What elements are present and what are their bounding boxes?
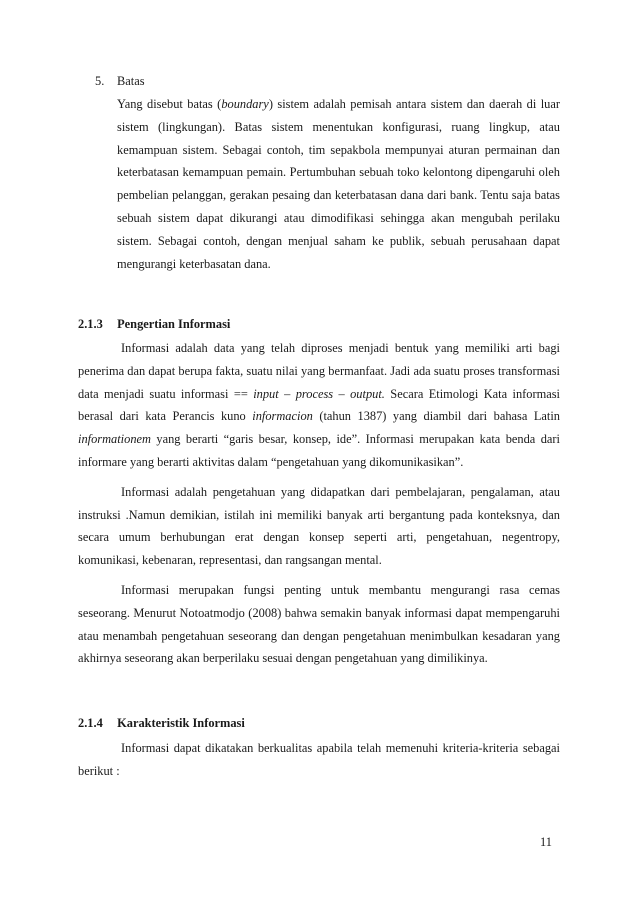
list-item-number: 5. xyxy=(95,74,105,88)
paragraph: Informasi adalah data yang telah diproses menjadi bentuk yang memiliki arti bagi penerima dan dapat berupa fakta, suatu nilai yang bermanfaat. Jadi ada suatu proses transformasi data menjadi suatu informasi == input – process – output. Secara Etimologi Kata informasi berasal dari kata Perancis kuno informacion (tahun 1387) yang diambil dari bahasa Latin informationem yang berarti “garis besar, konsep, ide”. Informasi merupakan kata benda dari informare yang berarti aktivitas dalam “pengetahuan yang dikomunikasikan”. xyxy=(78,341,560,469)
section-title: Karakteristik Informasi xyxy=(117,716,245,730)
page-number: 11 xyxy=(540,835,552,849)
section-number: 2.1.3 xyxy=(78,317,103,331)
paragraph: Informasi dapat dikatakan berkualitas apabila telah memenuhi kriteria-kriteria sebagai berikut : xyxy=(78,741,560,778)
section-heading-2-1-4 xyxy=(78,713,245,733)
section-title: Pengertian Informasi xyxy=(117,317,231,331)
section-number: 2.1.4 xyxy=(78,716,103,730)
section-2-1-4-body xyxy=(78,737,560,783)
section-2-1-3-body xyxy=(78,337,560,670)
paragraph: Informasi adalah pengetahuan yang didapatkan dari pembelajaran, pengalaman, atau instruksi .Namun demikian, istilah ini memiliki banyak arti bergantung pada konteksnya, dan secara umum berhubungan erat dengan konsep seperti arti, pengetahuan, negentropy, komunikasi, kebenaran, representasi, dan rangsangan mental. xyxy=(78,484,560,568)
paragraph: Informasi merupakan fungsi penting untuk membantu mengurangi rasa cemas seseorang. Menurut Notoatmodjo (2008) bahwa semakin banyak informasi dapat mempengaruhi atau menambah pengetahuan seseorang dan dengan pengetahuan menimbulkan kesadaran yang akhirnya seseorang akan berperilaku sesuai dengan pengetahuan yang dimilikinya. xyxy=(78,582,560,666)
italic-term: boundary xyxy=(221,97,269,111)
paragraph-batas: Yang disebut batas (boundary) sistem adalah pemisah antara sistem dan daerah di luar sistem (lingkungan). Batas sistem menentukan konfigurasi, ruang lingkup, atau kemampuan sistem. Sebagai contoh, tim sepakbola mempunyai aturan permainan dan keterbatasan kemampuan pemain. Pertumbuhan sebuah toko kelontong dipengaruhi oleh pembelian pelanggan, gerakan pesaing dan keterbatasan dana dari bank. Tentu saja batas sebuah sistem dapat dikurangi atau dimodifikasi sehingga akan mengubah perilaku sistem. Sebagai contoh, dengan menjual saham ke publik, sebuah perusahaan dapat mengurangi keterbasatan dana. xyxy=(117,97,560,271)
section-heading-2-1-3 xyxy=(78,314,230,334)
list-item-title: Batas xyxy=(117,74,145,88)
